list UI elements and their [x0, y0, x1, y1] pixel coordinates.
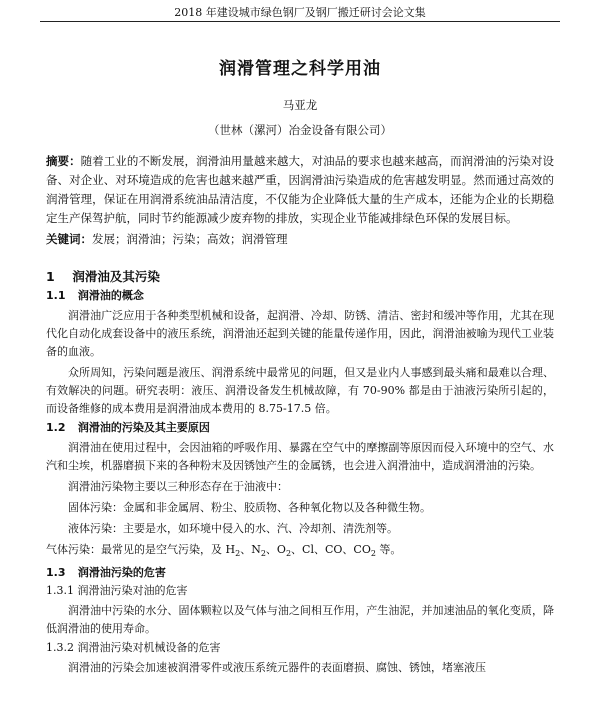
- section-title: 润滑油及其污染: [72, 269, 160, 284]
- subsection-heading-1-2: [46, 419, 554, 436]
- affiliation: （世林（漯河）冶金设备有限公司）: [208, 123, 392, 137]
- paper-title: 润滑管理之科学用油: [219, 59, 381, 79]
- paragraph: 润滑油污染物主要以三种形态存在于油液中：: [68, 480, 288, 493]
- subsection-number: 1.1: [46, 289, 66, 302]
- paragraph: 润滑油在使用过程中，会因油箱的呼吸作用、暴露在空气中的摩擦副等原因而侵入环境中的空气、水汽和尘埃，机器磨损下来的各种粉末及因锈蚀产生的金属锈，也会进入润滑油中，造成润滑油的污染。: [46, 441, 554, 472]
- subsubsection-number: 1.3.1: [46, 584, 74, 598]
- subsection-title: 润滑油污染的危害: [77, 566, 166, 580]
- subsection-heading-1-1: [46, 287, 554, 304]
- paragraph: 润滑油中污染的水分、固体颗粒以及气体与油之间相互作用，产生油泥，并加速油品的氧化变质，降低润滑油的使用寿命。: [46, 604, 554, 636]
- subsection-title: 润滑油的污染及其主要原因: [77, 421, 210, 434]
- keywords-text: 发展；润滑油；污染；高效；润滑管理: [92, 232, 288, 246]
- paragraph: 润滑油的污染会加速被润滑零件或液压系统元器件的表面磨损、腐蚀、锈蚀，堵塞液压: [68, 661, 486, 675]
- subsection-heading-1-3: [46, 564, 554, 581]
- abstract-label: 摘要：: [46, 154, 81, 168]
- section-number: 1: [46, 269, 55, 284]
- paragraph: 润滑油广泛应用于各种类型机械和设备，起润滑、冷却、防锈、清洁、密封和缓冲等作用，尤其在现代化自动化成套设备中的液压系统，润滑油还起到关键的能量传递作用，因此，润滑油被喻为现代工业装备的血液。: [46, 309, 554, 358]
- section-heading-1: [46, 268, 554, 286]
- gas-pollution-paragraph: [46, 541, 554, 563]
- subsubsection-number: 1.3.2: [46, 641, 74, 655]
- subsubsection-title: 润滑油污染对油的危害: [77, 584, 188, 598]
- author: 马亚龙: [282, 98, 318, 112]
- subsubsection-heading-1-3-2: [46, 639, 554, 656]
- running-header: 2018 年建设城市绿色钢厂及钢厂搬迁研讨会论文集: [40, 0, 560, 22]
- subsection-title: 润滑油的概念: [77, 289, 144, 302]
- subsection-number: 1.2: [46, 421, 66, 434]
- subsubsection-title: 润滑油污染对机械设备的危害: [77, 641, 221, 655]
- paragraph: 液体污染：主要是水，如环境中侵入的水、汽、冷却剂、清洗剂等。: [68, 522, 398, 535]
- abstract: [46, 152, 554, 228]
- gas-formula: $H_2$、$N_2$、$O_2$、Cl、CO、$CO_2$: [225, 543, 376, 559]
- paragraph: 众所周知，污染问题是液压、润滑系统中最常见的问题，但又是业内人事感到最头痛和最难以合理、有效解决的问题。研究表明：液压、润滑设备发生机械故障，有 70-90% 都是由于油液污染所引起的，而设备维修的成本费用是润滑油成本费用的 8.75-17.5 倍。: [46, 366, 554, 415]
- gas-prefix: 气体污染：最常见的是空气污染，及: [46, 543, 226, 556]
- abstract-text: 随着工业的不断发展，润滑油用量越来越大，对油品的要求也越来越高，而润滑油的污染对设备、对企业、对环境造成的危害也越来越严重，因润滑油污染造成的危害越发明显。然而通过高效的润滑管理，保证在用润滑系统油品清洁度，不仅能为企业降低大量的生产成本，还能为企业的长期稳定生产保驾护航，同时节约能源减少废弃物的排放，实现企业节能减排绿色环保的发展目标。: [46, 154, 554, 225]
- gas-suffix: 等。: [375, 543, 402, 556]
- paragraph: 固体污染：金属和非金属屑、粉尘、胶质物、各种氧化物以及各种微生物。: [68, 501, 431, 514]
- subsubsection-heading-1-3-1: [46, 582, 554, 599]
- keywords-label: 关键词：: [46, 232, 92, 246]
- keywords: [46, 230, 554, 248]
- subsection-number: 1.3: [46, 566, 66, 580]
